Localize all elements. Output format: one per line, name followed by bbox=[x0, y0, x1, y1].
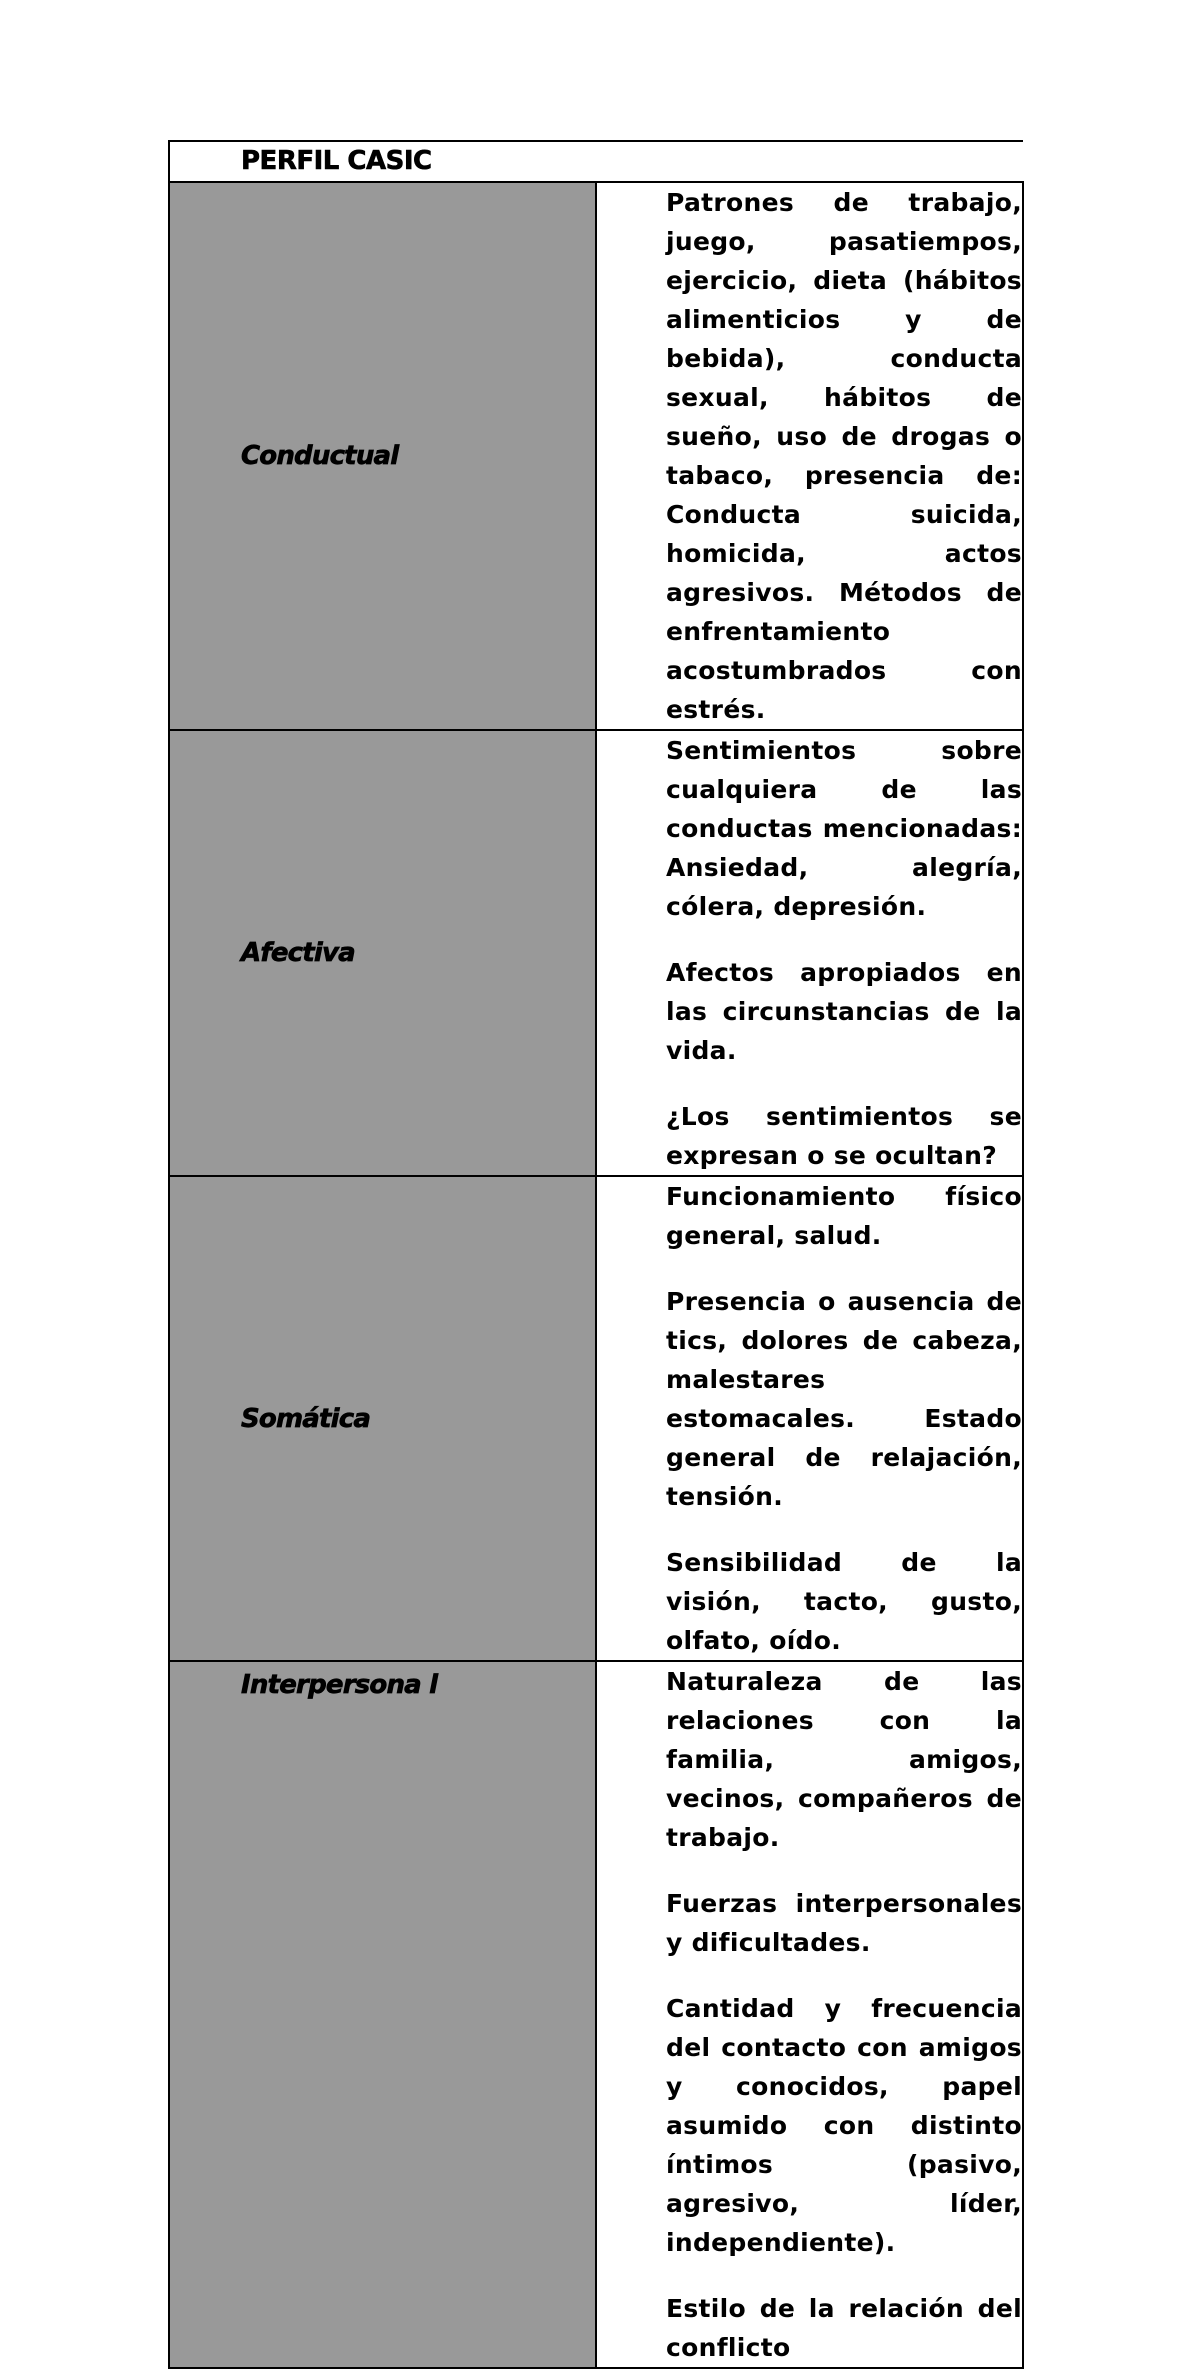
row-paragraph: Fuerzas interpersonales y dificultades. bbox=[666, 1889, 1022, 1957]
row-label: Interpersona l bbox=[241, 1670, 438, 1700]
table-header-row bbox=[169, 141, 1023, 182]
row-paragraph: Cantidad y frecuencia del contacto con amigos y conocidos, papel asumido con distinto íntimos (pasivo, agresivo, líder, independiente). bbox=[666, 1994, 1022, 2257]
row-content-cell bbox=[596, 182, 1023, 730]
row-content-cell bbox=[596, 1661, 1023, 2368]
row-content-cell bbox=[596, 730, 1023, 1176]
table-row-afectiva bbox=[169, 730, 1023, 1176]
casic-profile-table bbox=[168, 140, 1024, 2369]
row-label: Afectiva bbox=[241, 938, 355, 968]
row-paragraph: Naturaleza de las relaciones con la familia, amigos, vecinos, compañeros de trabajo. bbox=[666, 1667, 1022, 1852]
row-paragraph: Funcionamiento físico general, salud. bbox=[666, 1182, 1022, 1250]
table-title: PERFIL CASIC bbox=[169, 141, 1023, 182]
table-row-conductual bbox=[169, 182, 1023, 730]
row-paragraph: Sentimientos sobre cualquiera de las conductas mencionadas: Ansiedad, alegría, cólera, depresión. bbox=[666, 736, 1022, 921]
row-label: Somática bbox=[241, 1403, 371, 1434]
row-paragraph: Estilo de la relación del conflicto bbox=[666, 2294, 1022, 2362]
table-row-interpersonal bbox=[169, 1661, 1023, 2368]
row-paragraph: Presencia o ausencia de tics, dolores de cabeza, malestares estomacales. Estado general de relajación, tensión. bbox=[666, 1287, 1022, 1511]
row-label-cell bbox=[169, 730, 596, 1176]
row-paragraph: Afectos apropiados en las circunstancias de la vida. bbox=[666, 958, 1022, 1065]
row-content-cell bbox=[596, 1176, 1023, 1661]
row-label-cell bbox=[169, 1661, 596, 2368]
row-paragraph: Patrones de trabajo, juego, pasatiempos, ejercicio, dieta (hábitos alimenticios y de bebida), conducta sexual, hábitos de sueño, uso de drogas o tabaco, presencia de: Conducta suicida, homicida, actos agresivos. Métodos de enfrentamiento acostumbrados con estrés. bbox=[666, 188, 1022, 724]
table-row-somatica bbox=[169, 1176, 1023, 1661]
row-paragraph: ¿Los sentimientos se expresan o se ocultan? bbox=[666, 1102, 1022, 1170]
row-label: Conductual bbox=[241, 441, 399, 471]
row-label-cell bbox=[169, 182, 596, 730]
row-paragraph: Sensibilidad de la visión, tacto, gusto, olfato, oído. bbox=[666, 1548, 1022, 1655]
row-label-cell bbox=[169, 1176, 596, 1661]
